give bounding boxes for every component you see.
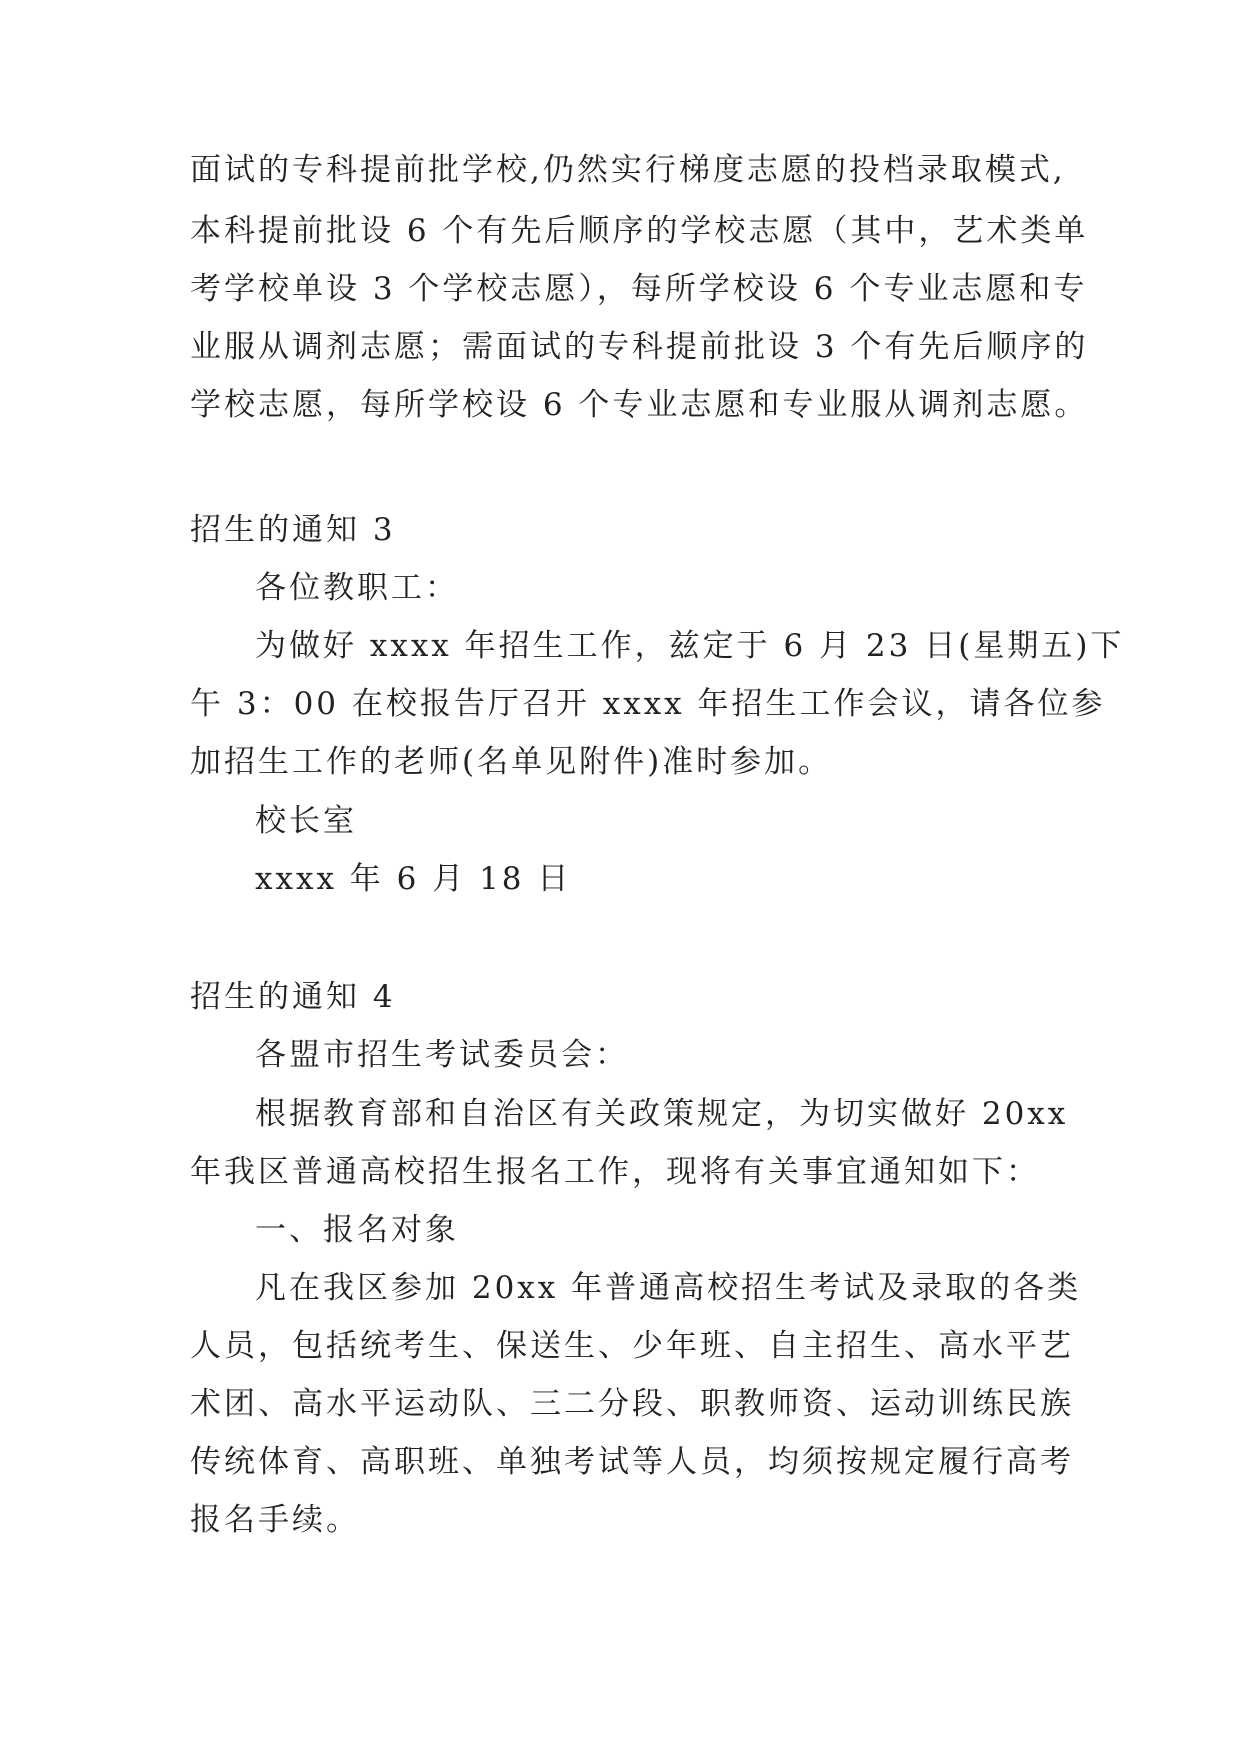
paragraph-line: 报名手续。 (190, 1502, 360, 1538)
paragraph-line: 人员，包括统考生、保送生、少年班、自主招生、高水平艺 (190, 1328, 1074, 1364)
paragraph-line: 午 3：00 在校报告厅召开 xxxx 年招生工作会议，请各位参 (190, 686, 1106, 722)
paragraph-line: 年我区普通高校招生报名工作，现将有关事宜通知如下： (190, 1154, 1040, 1190)
notice-salutation: 各盟市招生考试委员会： (255, 1037, 629, 1073)
notice-title: 招生的通知 3 (190, 512, 396, 548)
paragraph-line: 根据教育部和自治区有关政策规定，为切实做好 20xx (255, 1096, 1069, 1132)
notice-signature: 校长室 (255, 803, 357, 839)
paragraph-line: 考学校单设 3 个学校志愿），每所学校设 6 个专业志愿和专 (190, 271, 1088, 307)
notice-date: xxxx 年 6 月 18 日 (255, 861, 572, 897)
paragraph-line: 业服从调剂志愿；需面试的专科提前批设 3 个有先后顺序的 (190, 329, 1089, 365)
section-heading: 一、报名对象 (255, 1212, 459, 1248)
paragraph-line: 传统体育、高职班、单独考试等人员，均须按规定履行高考 (190, 1444, 1074, 1480)
notice-title: 招生的通知 4 (190, 979, 396, 1015)
paragraph-line: 为做好 xxxx 年招生工作，兹定于 6 月 23 日(星期五)下 (255, 628, 1125, 664)
paragraph-line: 加招生工作的老师(名单见附件)准时参加。 (190, 744, 833, 780)
paragraph-line: 术团、高水平运动队、三二分段、职教师资、运动训练民族 (190, 1386, 1074, 1422)
paragraph-line: 凡在我区参加 20xx 年普通高校招生考试及录取的各类 (255, 1270, 1082, 1306)
paragraph-line: 学校志愿，每所学校设 6 个专业志愿和专业服从调剂志愿。 (190, 387, 1089, 423)
paragraph-line: 本科提前批设 6 个有先后顺序的学校志愿（其中，艺术类单 (190, 213, 1089, 249)
notice-salutation: 各位教职工： (255, 570, 459, 606)
paragraph-line: 面试的专科提前批学校,仍然实行梯度志愿的投档录取模式, (190, 152, 1066, 188)
